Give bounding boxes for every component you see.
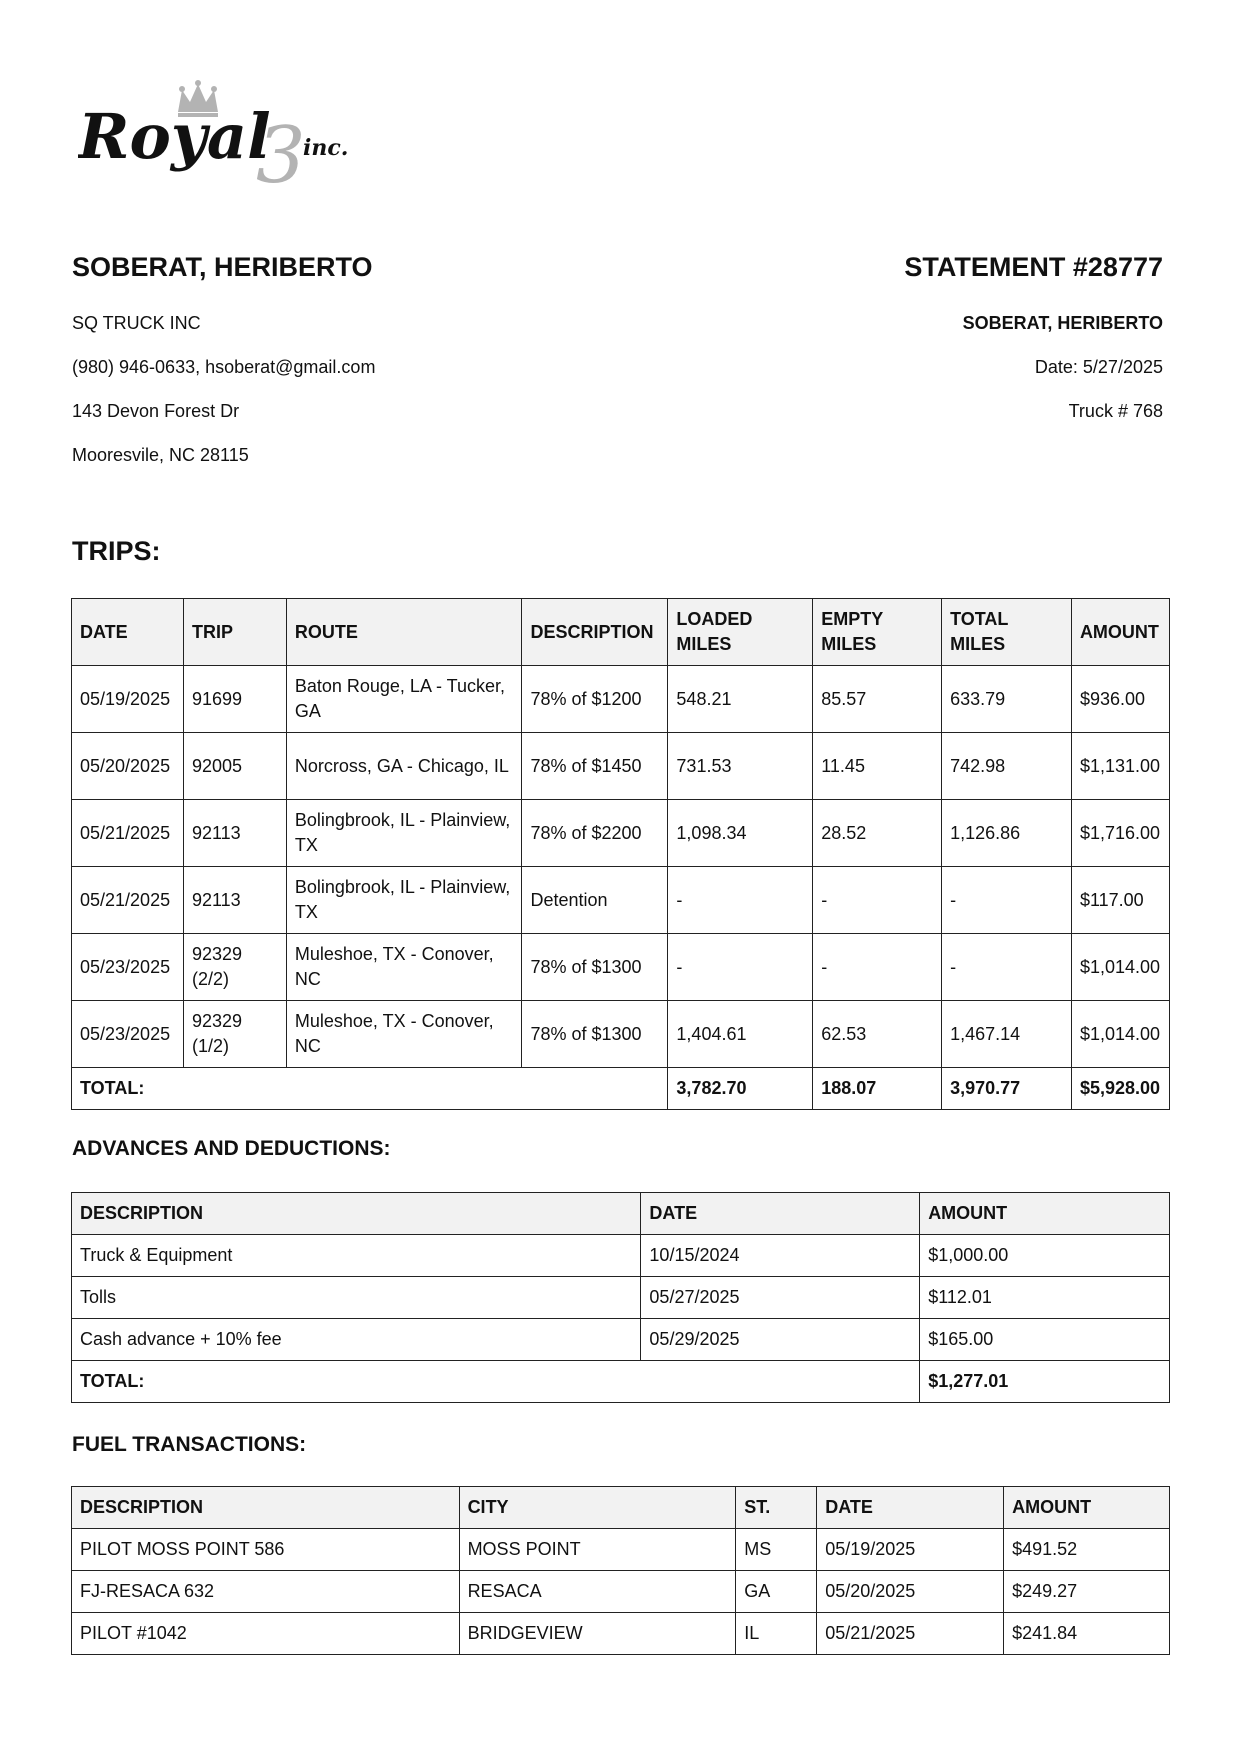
- table-header-row: [72, 1193, 1170, 1235]
- column-header: EMPTY MILES: [813, 599, 942, 666]
- total-label: TOTAL:: [72, 1361, 920, 1403]
- cell-amount: $241.84: [1004, 1613, 1170, 1655]
- table-row: [72, 733, 1170, 800]
- cell-trip: 92329 (2/2): [183, 934, 286, 1001]
- table-row: [72, 666, 1170, 733]
- trips-heading: TRIPS:: [72, 536, 161, 566]
- cell-loaded-miles: -: [668, 867, 813, 934]
- cell-amount: $1,014.00: [1071, 1001, 1169, 1068]
- table-row: [72, 1319, 1170, 1361]
- cell-route: Norcross, GA - Chicago, IL: [286, 733, 522, 800]
- cell-amount: $491.52: [1004, 1529, 1170, 1571]
- total-miles: 3,970.77: [942, 1068, 1072, 1110]
- cell-total-miles: 1,126.86: [942, 800, 1072, 867]
- fuel-table: [71, 1486, 1170, 1655]
- cell-date: 10/15/2024: [641, 1235, 920, 1277]
- cell-description: Detention: [522, 867, 668, 934]
- cell-empty-miles: -: [813, 934, 942, 1001]
- cell-route: Bolingbrook, IL - Plainview, TX: [286, 867, 522, 934]
- statement-name: SOBERAT, HERIBERTO: [962, 313, 1163, 333]
- address-line-1: 143 Devon Forest Dr: [72, 401, 240, 421]
- cell-date: 05/19/2025: [817, 1529, 1004, 1571]
- table-row: [72, 1571, 1170, 1613]
- cell-date: 05/21/2025: [72, 800, 184, 867]
- cell-description: PILOT #1042: [72, 1613, 460, 1655]
- cell-empty-miles: 62.53: [813, 1001, 942, 1068]
- cell-route: Bolingbrook, IL - Plainview, TX: [286, 800, 522, 867]
- cell-city: RESACA: [459, 1571, 736, 1613]
- cell-date: 05/19/2025: [72, 666, 184, 733]
- logo-script: Royal: [78, 100, 271, 173]
- cell-route: Muleshoe, TX - Conover, NC: [286, 934, 522, 1001]
- table-total-row: [72, 1068, 1170, 1110]
- statement-date: Date: 5/27/2025: [1034, 357, 1163, 377]
- cell-total-miles: 1,467.14: [942, 1001, 1072, 1068]
- cell-trip: 92113: [183, 867, 286, 934]
- column-header: DESCRIPTION: [72, 1487, 460, 1529]
- cell-description: 78% of $1300: [522, 1001, 668, 1068]
- cell-trip: 92329 (1/2): [183, 1001, 286, 1068]
- cell-empty-miles: -: [813, 867, 942, 934]
- cell-total-miles: 742.98: [942, 733, 1072, 800]
- cell-total-miles: 633.79: [942, 666, 1072, 733]
- cell-loaded-miles: 731.53: [668, 733, 813, 800]
- table-header-row: [72, 1487, 1170, 1529]
- advances-heading: ADVANCES AND DEDUCTIONS:: [72, 1137, 391, 1160]
- cell-trip: 91699: [183, 666, 286, 733]
- cell-loaded-miles: 1,098.34: [668, 800, 813, 867]
- table-row: [72, 1001, 1170, 1068]
- cell-description: PILOT MOSS POINT 586: [72, 1529, 460, 1571]
- cell-loaded-miles: 548.21: [668, 666, 813, 733]
- cell-description: Cash advance + 10% fee: [72, 1319, 641, 1361]
- cell-state: GA: [736, 1571, 817, 1613]
- cell-city: MOSS POINT: [459, 1529, 736, 1571]
- driver-name: SOBERAT, HERIBERTO: [72, 252, 373, 282]
- table-row: [72, 800, 1170, 867]
- column-header: TRIP: [183, 599, 286, 666]
- table-row: [72, 1529, 1170, 1571]
- table-row: [72, 1235, 1170, 1277]
- cell-amount: $117.00: [1071, 867, 1169, 934]
- column-header: AMOUNT: [1004, 1487, 1170, 1529]
- table-header-row: [72, 599, 1170, 666]
- cell-date: 05/20/2025: [72, 733, 184, 800]
- cell-description: FJ-RESACA 632: [72, 1571, 460, 1613]
- cell-amount: $1,131.00: [1071, 733, 1169, 800]
- total-label: TOTAL:: [72, 1068, 668, 1110]
- total-amount: $1,277.01: [920, 1361, 1170, 1403]
- company-name: SQ TRUCK INC: [72, 313, 201, 333]
- cell-date: 05/23/2025: [72, 1001, 184, 1068]
- total-loaded-miles: 3,782.70: [668, 1068, 813, 1110]
- address-line-2: Mooresvile, NC 28115: [72, 445, 249, 465]
- trips-table: [71, 598, 1170, 1110]
- cell-date: 05/29/2025: [641, 1319, 920, 1361]
- logo-suffix: inc.: [303, 135, 349, 161]
- column-header: LOADED MILES: [668, 599, 813, 666]
- cell-description: 78% of $2200: [522, 800, 668, 867]
- column-header: DATE: [72, 599, 184, 666]
- cell-empty-miles: 11.45: [813, 733, 942, 800]
- column-header: DESCRIPTION: [72, 1193, 641, 1235]
- contact-info: (980) 946-0633, hsoberat@gmail.com: [72, 357, 376, 377]
- cell-amount: $1,014.00: [1071, 934, 1169, 1001]
- company-logo: [78, 80, 378, 190]
- cell-description: 78% of $1200: [522, 666, 668, 733]
- logo-numeral: 3: [256, 111, 306, 190]
- column-header: DESCRIPTION: [522, 599, 668, 666]
- cell-date: 05/27/2025: [641, 1277, 920, 1319]
- cell-amount: $936.00: [1071, 666, 1169, 733]
- cell-total-miles: -: [942, 867, 1072, 934]
- cell-description: Tolls: [72, 1277, 641, 1319]
- statement-title: STATEMENT #28777: [904, 252, 1163, 282]
- cell-amount: $165.00: [920, 1319, 1170, 1361]
- cell-route: Muleshoe, TX - Conover, NC: [286, 1001, 522, 1068]
- cell-loaded-miles: -: [668, 934, 813, 1001]
- table-row: [72, 934, 1170, 1001]
- cell-route: Baton Rouge, LA - Tucker, GA: [286, 666, 522, 733]
- table-total-row: [72, 1361, 1170, 1403]
- total-empty-miles: 188.07: [813, 1068, 942, 1110]
- cell-city: BRIDGEVIEW: [459, 1613, 736, 1655]
- cell-empty-miles: 85.57: [813, 666, 942, 733]
- column-header: AMOUNT: [1071, 599, 1169, 666]
- cell-trip: 92113: [183, 800, 286, 867]
- truck-number: Truck # 768: [1068, 401, 1163, 421]
- cell-amount: $112.01: [920, 1277, 1170, 1319]
- cell-date: 05/20/2025: [817, 1571, 1004, 1613]
- cell-loaded-miles: 1,404.61: [668, 1001, 813, 1068]
- table-row: [72, 1613, 1170, 1655]
- table-row: [72, 1277, 1170, 1319]
- advances-table: [71, 1192, 1170, 1403]
- cell-state: IL: [736, 1613, 817, 1655]
- cell-date: 05/21/2025: [72, 867, 184, 934]
- cell-description: Truck & Equipment: [72, 1235, 641, 1277]
- cell-amount: $1,716.00: [1071, 800, 1169, 867]
- cell-total-miles: -: [942, 934, 1072, 1001]
- column-header: AMOUNT: [920, 1193, 1170, 1235]
- column-header: DATE: [817, 1487, 1004, 1529]
- column-header: ROUTE: [286, 599, 522, 666]
- cell-description: 78% of $1300: [522, 934, 668, 1001]
- fuel-heading: FUEL TRANSACTIONS:: [72, 1433, 307, 1456]
- cell-description: 78% of $1450: [522, 733, 668, 800]
- cell-date: 05/23/2025: [72, 934, 184, 1001]
- cell-amount: $1,000.00: [920, 1235, 1170, 1277]
- cell-state: MS: [736, 1529, 817, 1571]
- cell-trip: 92005: [183, 733, 286, 800]
- cell-amount: $249.27: [1004, 1571, 1170, 1613]
- column-header: DATE: [641, 1193, 920, 1235]
- table-row: [72, 867, 1170, 934]
- column-header: CITY: [459, 1487, 736, 1529]
- column-header: TOTAL MILES: [942, 599, 1072, 666]
- cell-date: 05/21/2025: [817, 1613, 1004, 1655]
- column-header: ST.: [736, 1487, 817, 1529]
- total-amount: $5,928.00: [1071, 1068, 1169, 1110]
- cell-empty-miles: 28.52: [813, 800, 942, 867]
